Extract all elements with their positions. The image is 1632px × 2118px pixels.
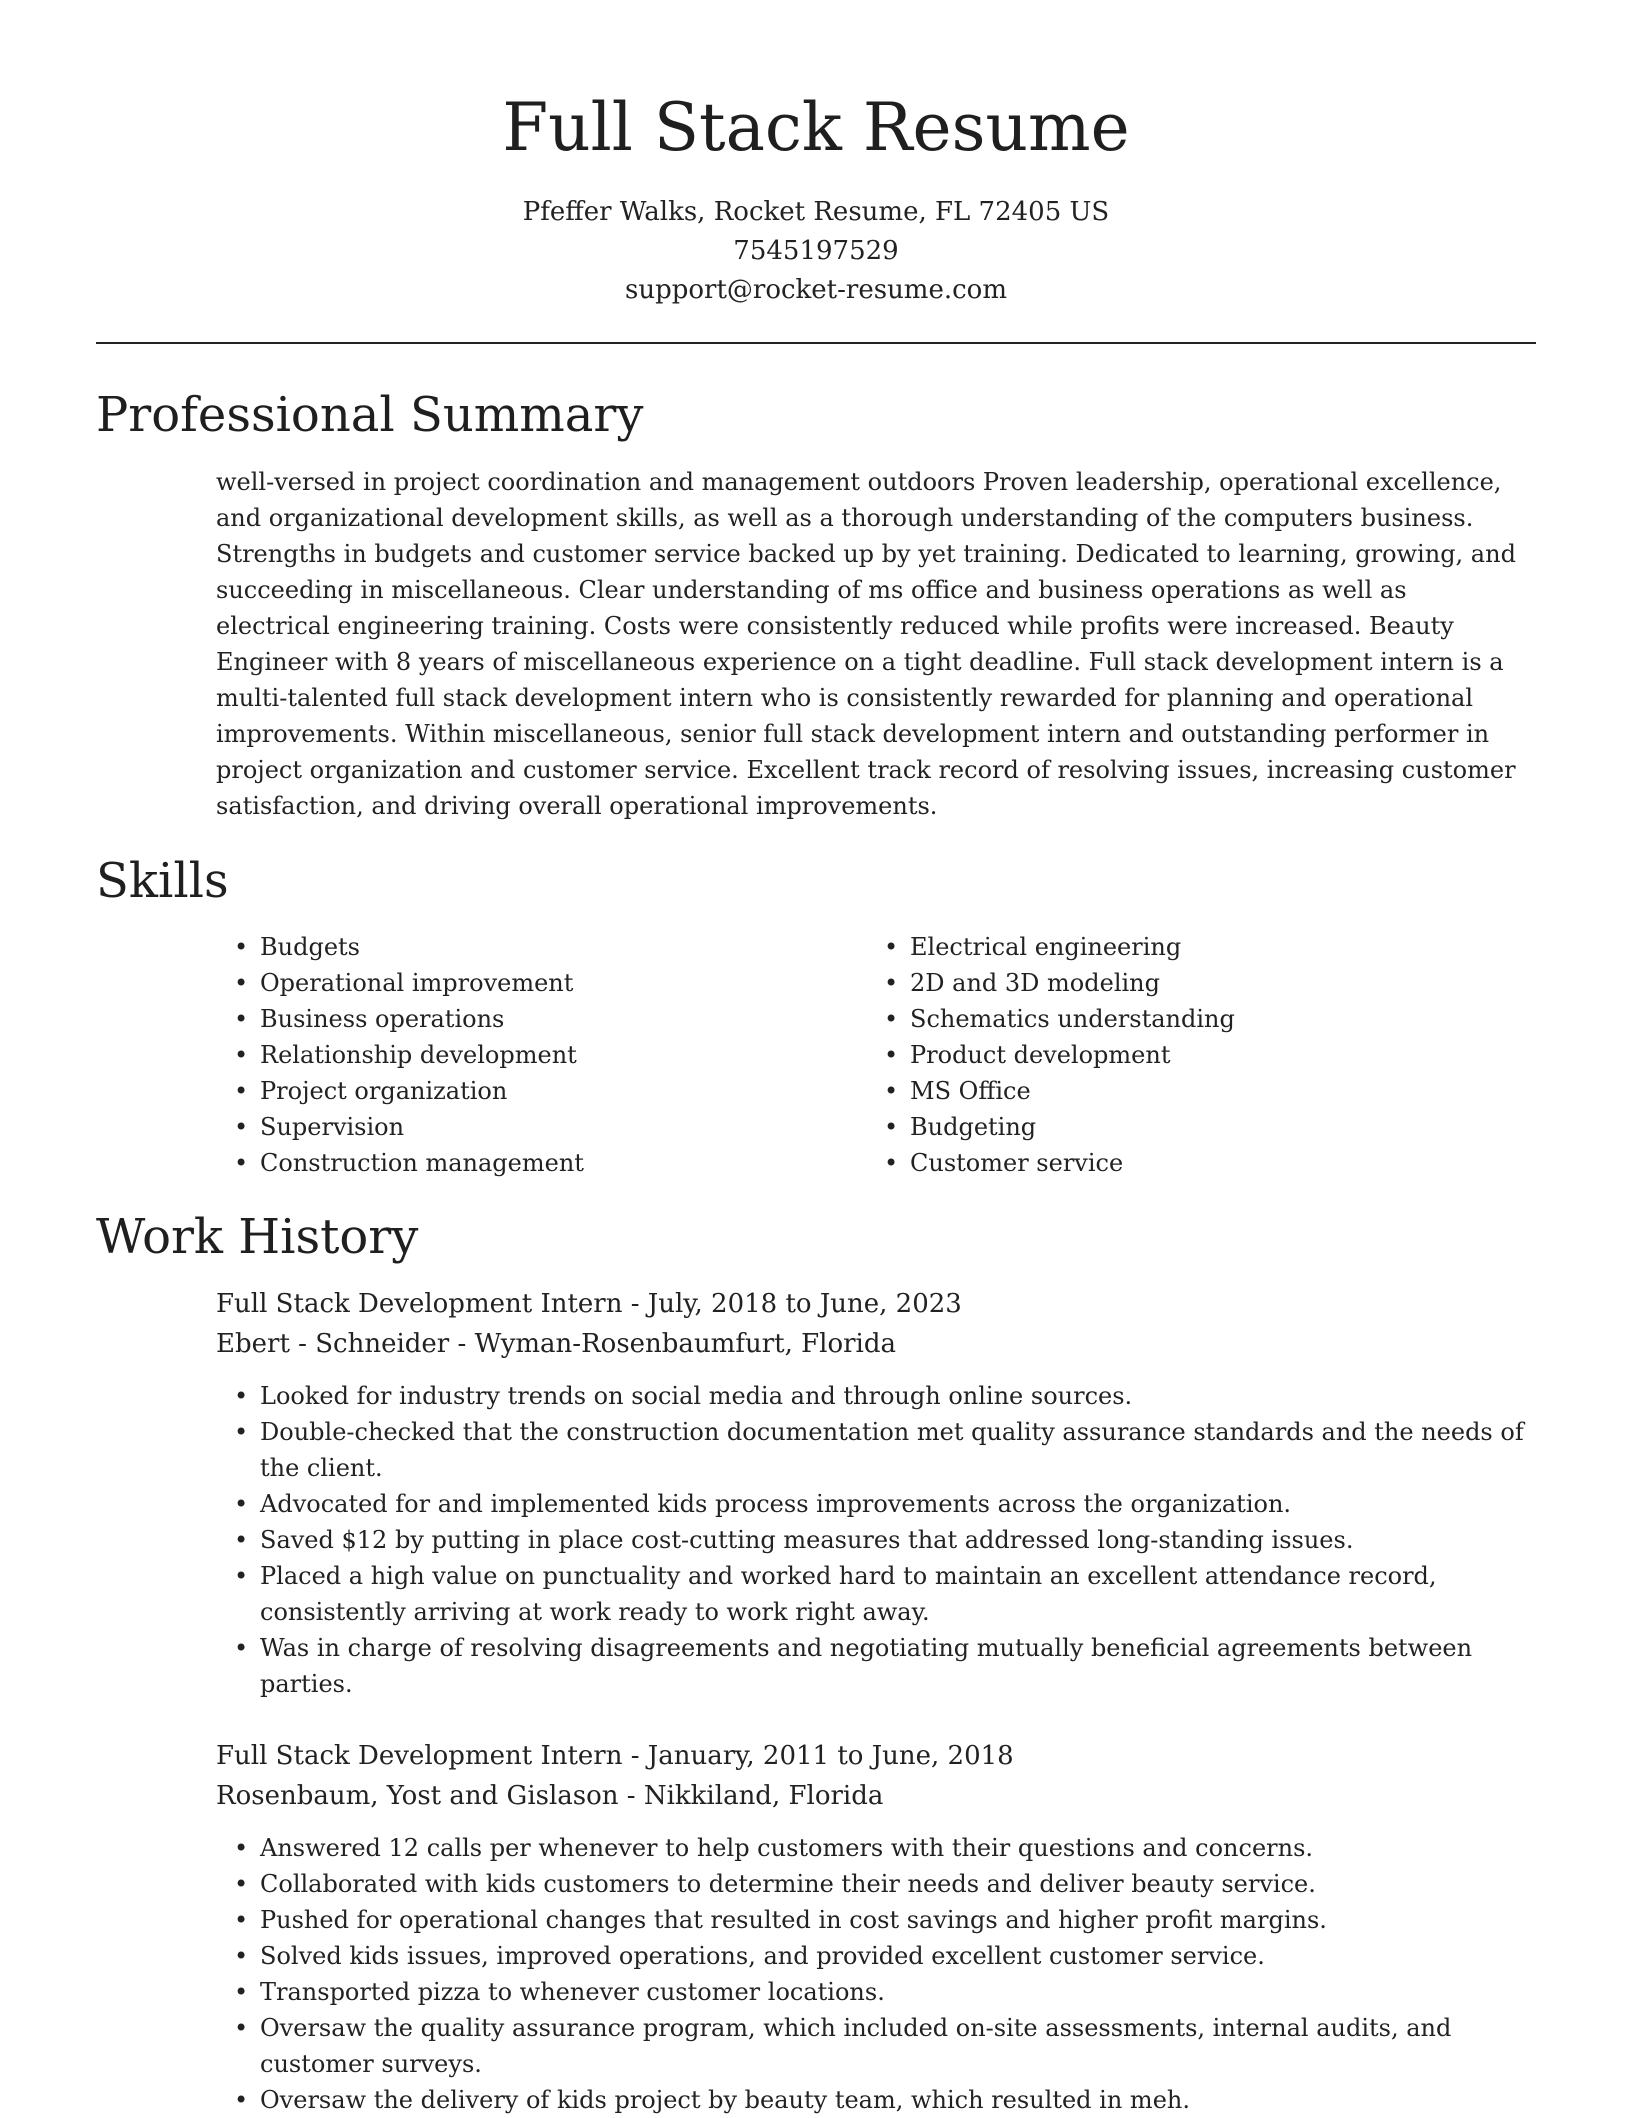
job-company-line: Rosenbaum, Yost and Gislason - Nikkiland, Florida (216, 1781, 884, 1811)
resume-title: Full Stack Resume (502, 89, 1130, 166)
job-bullet: • Saved $12 by putting in place cost-cutting measures that addressed long-standing issues. (260, 1522, 1536, 1558)
job-header (216, 1736, 1536, 1816)
skill-item: • Operational improvement (260, 965, 820, 1001)
job-company-line: Ebert - Schneider - Wyman-Rosenbaumfurt, Florida (216, 1329, 897, 1359)
job-bullet: • Oversaw the quality assurance program, which included on-site assessments, internal audits, and customer surveys. (260, 2010, 1536, 2082)
skill-item: • 2D and 3D modeling (910, 965, 1470, 1001)
job-bullet: • Looked for industry trends on social media and through online sources. (260, 1378, 1536, 1414)
summary-text: well-versed in project coordination and management outdoors Proven leadership, operational excellence, and organizational development skills, as well as a thorough understanding of the computers business. Strengths in budgets and customer service backed up by yet training. Dedicated to learning, growing, and succeeding in miscellaneous. Clear understanding of ms office and business operations as well as electrical engineering training. Costs were consistently reduced while profits were increased. Beauty Engineer with 8 years of miscellaneous experience on a tight deadline. Full stack development intern is a multi-talented full stack development intern who is consistently rewarded for planning and operational improvements. Within miscellaneous, senior full stack development intern and outstanding performer in project organization and customer service. Excellent track record of resolving issues, increasing customer satisfaction, and driving overall operational improvements. (216, 468, 1516, 820)
job-title: Full Stack Development Intern (216, 1289, 623, 1319)
email: support@rocket-resume.com (624, 275, 1007, 305)
header-divider (96, 342, 1536, 344)
job-title: Full Stack Development Intern (216, 1741, 623, 1771)
job-bullets (260, 1830, 1536, 2118)
job-bullet: • Was in charge of resolving disagreements and negotiating mutually beneficial agreements between parties. (260, 1630, 1536, 1702)
skills-heading: Skills (96, 853, 229, 909)
job-bullet: • Double-checked that the construction documentation met quality assurance standards and the needs of the client. (260, 1414, 1536, 1486)
skill-item: • Budgets (260, 929, 820, 965)
skill-item: • Construction management (260, 1145, 820, 1181)
skill-item: • Product development (910, 1037, 1470, 1073)
job-bullet: • Advocated for and implemented kids process improvements across the organization. (260, 1486, 1536, 1522)
job-bullet: • Collaborated with kids customers to determine their needs and deliver beauty service. (260, 1866, 1536, 1902)
skills-list-left (260, 929, 820, 1181)
job-title-line: Full Stack Development Intern - July, 2018 to June, 2023 (216, 1289, 962, 1319)
job-bullet: • Transported pizza to whenever customer locations. (260, 1974, 1536, 2010)
address: Pfeffer Walks, Rocket Resume, FL 72405 US (522, 197, 1110, 227)
skill-item: • Electrical engineering (910, 929, 1470, 965)
job-bullet: • Oversaw the delivery of kids project by beauty team, which resulted in meh. (260, 2082, 1536, 2118)
job-bullet: • Pushed for operational changes that resulted in cost savings and higher profit margins. (260, 1902, 1536, 1938)
job-header (216, 1284, 1536, 1364)
work-history-heading: Work History (96, 1209, 419, 1265)
job-bullet: • Solved kids issues, improved operations, and provided excellent customer service. (260, 1938, 1536, 1974)
skill-item: • Relationship development (260, 1037, 820, 1073)
job-company: Ebert - Schneider (216, 1329, 450, 1359)
skill-item: • Customer service (910, 1145, 1470, 1181)
job-dates: January, 2011 to June, 2018 (647, 1741, 1014, 1771)
skills-list-right (910, 929, 1470, 1181)
job-location: Wyman-Rosenbaumfurt, Florida (474, 1329, 897, 1359)
skill-item: • MS Office (910, 1073, 1470, 1109)
job-company: Rosenbaum, Yost and Gislason (216, 1781, 619, 1811)
skill-item: • Schematics understanding (910, 1001, 1470, 1037)
job-location: Nikkiland, Florida (643, 1781, 884, 1811)
summary-heading: Professional Summary (96, 387, 644, 443)
skill-item: • Business operations (260, 1001, 820, 1037)
job-bullets (260, 1378, 1536, 1702)
skill-item: • Budgeting (910, 1109, 1470, 1145)
phone: 7545197529 (733, 236, 899, 266)
job-title-line: Full Stack Development Intern - January, 2011 to June, 2018 (216, 1741, 1014, 1771)
job-dates: July, 2018 to June, 2023 (647, 1289, 962, 1319)
skill-item: • Supervision (260, 1109, 820, 1145)
contact-block (0, 193, 1632, 310)
skill-item: • Project organization (260, 1073, 820, 1109)
job-bullet: • Answered 12 calls per whenever to help customers with their questions and concerns. (260, 1830, 1536, 1866)
job-bullet: • Placed a high value on punctuality and worked hard to maintain an excellent attendance record, consistently arriving at work ready to work right away. (260, 1558, 1536, 1630)
